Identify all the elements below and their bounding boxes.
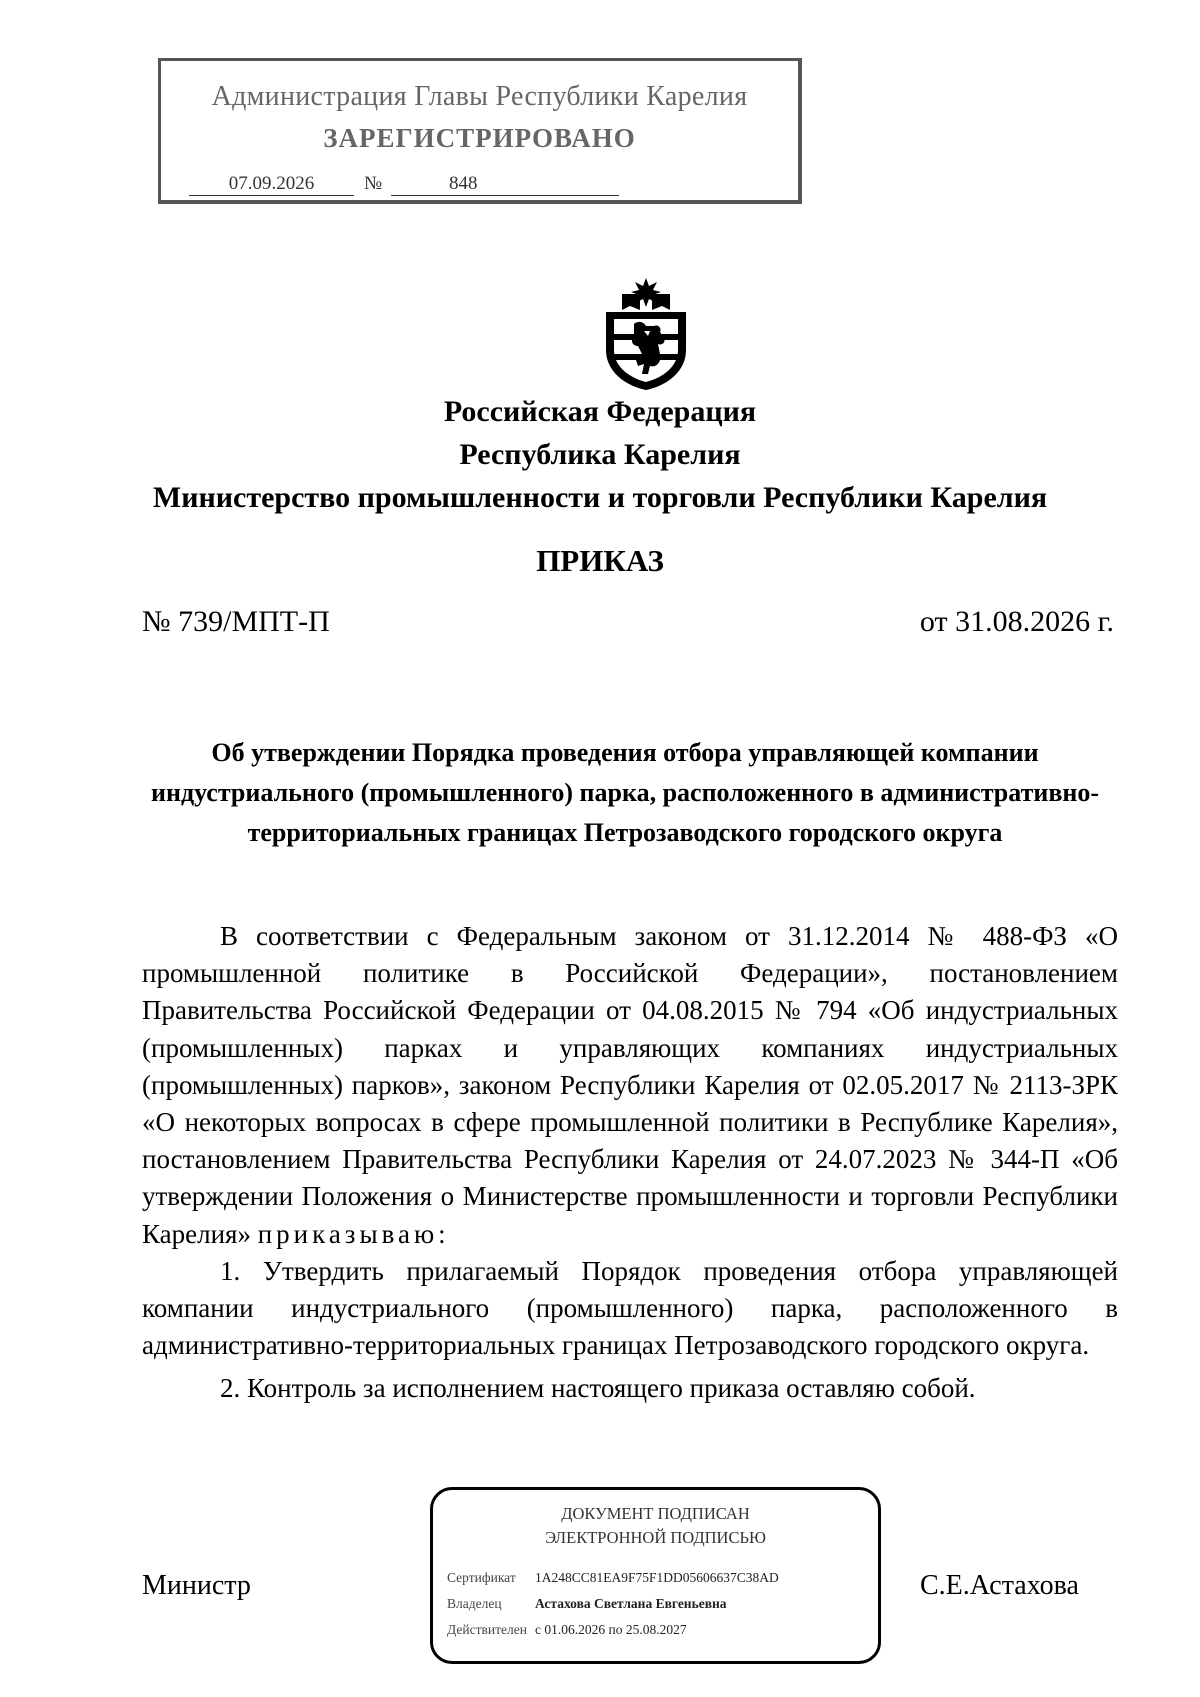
esign-valid-row [447,1622,687,1638]
esign-certificate-label: Сертификат [447,1570,516,1585]
order-number: № 739/МПТ-П [142,605,330,638]
preamble-paragraph [142,918,1118,1253]
esign-title-line2: ЭЛЕКТРОННОЙ ПОДПИСЬЮ [545,1528,766,1547]
order-item-2: 2. Контроль за исполнением настоящего приказа оставляю собой. [220,1373,976,1404]
order-subject: Об утверждении Порядка проведения отбора управляющей компании индустриального (промышленного) парка, расположенного в административно-территориальных границах Петрозаводского городского округа [150,738,1100,847]
registration-stamp [158,58,802,204]
stamp-date: 07.09.2026 [189,173,354,196]
preamble-text: В соответствии с Федеральным законом от 31.12.2014 № 488-ФЗ «О промышленной политике в Российской Федерации», постановлением Правительства Российской Федерации от 04.08.2015 № 794 «Об индустриальных (промышленных) парках и управляющих компаниях индустриальных (промышленных) парков», законом Республики Карелия от 02.05.2017 № 2113-ЗРК «О некоторых вопросах в сфере промышленной политики в Республике Карелия», постановлением Правительства Республики Карелия от 24.07.2023 № 344-П «Об утверждении Положения о Министерстве промышленности и торговли Республики Карелия» [142,921,1118,1249]
signer-name: С.Е.Астахова [920,1570,1079,1601]
esign-certificate-row [447,1570,779,1586]
esign-valid-value: с 01.06.2026 по 25.08.2027 [535,1622,687,1637]
esign-owner-label: Владелец [447,1596,502,1611]
signer-position: Министр [142,1570,251,1601]
esign-owner-row [447,1596,727,1612]
order-word: приказываю: [257,1218,450,1249]
order-body [142,918,1118,1408]
order-date: от 31.08.2026 г. [919,605,1114,638]
country-heading: Российская Федерация [443,395,757,428]
document-type: ПРИКАЗ [536,543,664,578]
republic-heading: Республика Карелия [459,438,741,471]
esign-owner-value: Астахова Светлана Евгеньевна [535,1596,727,1611]
esign-valid-label: Действителен [447,1622,527,1637]
stamp-number: 848 [391,173,619,196]
stamp-organization: Администрация Главы Республики Карелия [211,81,748,112]
stamp-status: ЗАРЕГИСТРИРОВАНО [323,123,636,153]
esign-title-line1: ДОКУМЕНТ ПОДПИСАН [561,1504,750,1523]
karelia-coat-of-arms-icon [600,276,692,392]
stamp-number-label: № [364,173,383,194]
electronic-signature-stamp [430,1487,881,1664]
order-item-1: 1. Утвердить прилагаемый Порядок проведения отбора управляющей компании индустриального (промышленного) парка, расположенного в административно-территориальных границах Петрозаводского городского округа. [142,1255,1118,1361]
ministry-heading: Министерство промышленности и торговли Республики Карелия [152,481,1048,514]
esign-certificate-value: 1A248CC81EA9F75F1DD05606637C38AD [535,1570,779,1585]
